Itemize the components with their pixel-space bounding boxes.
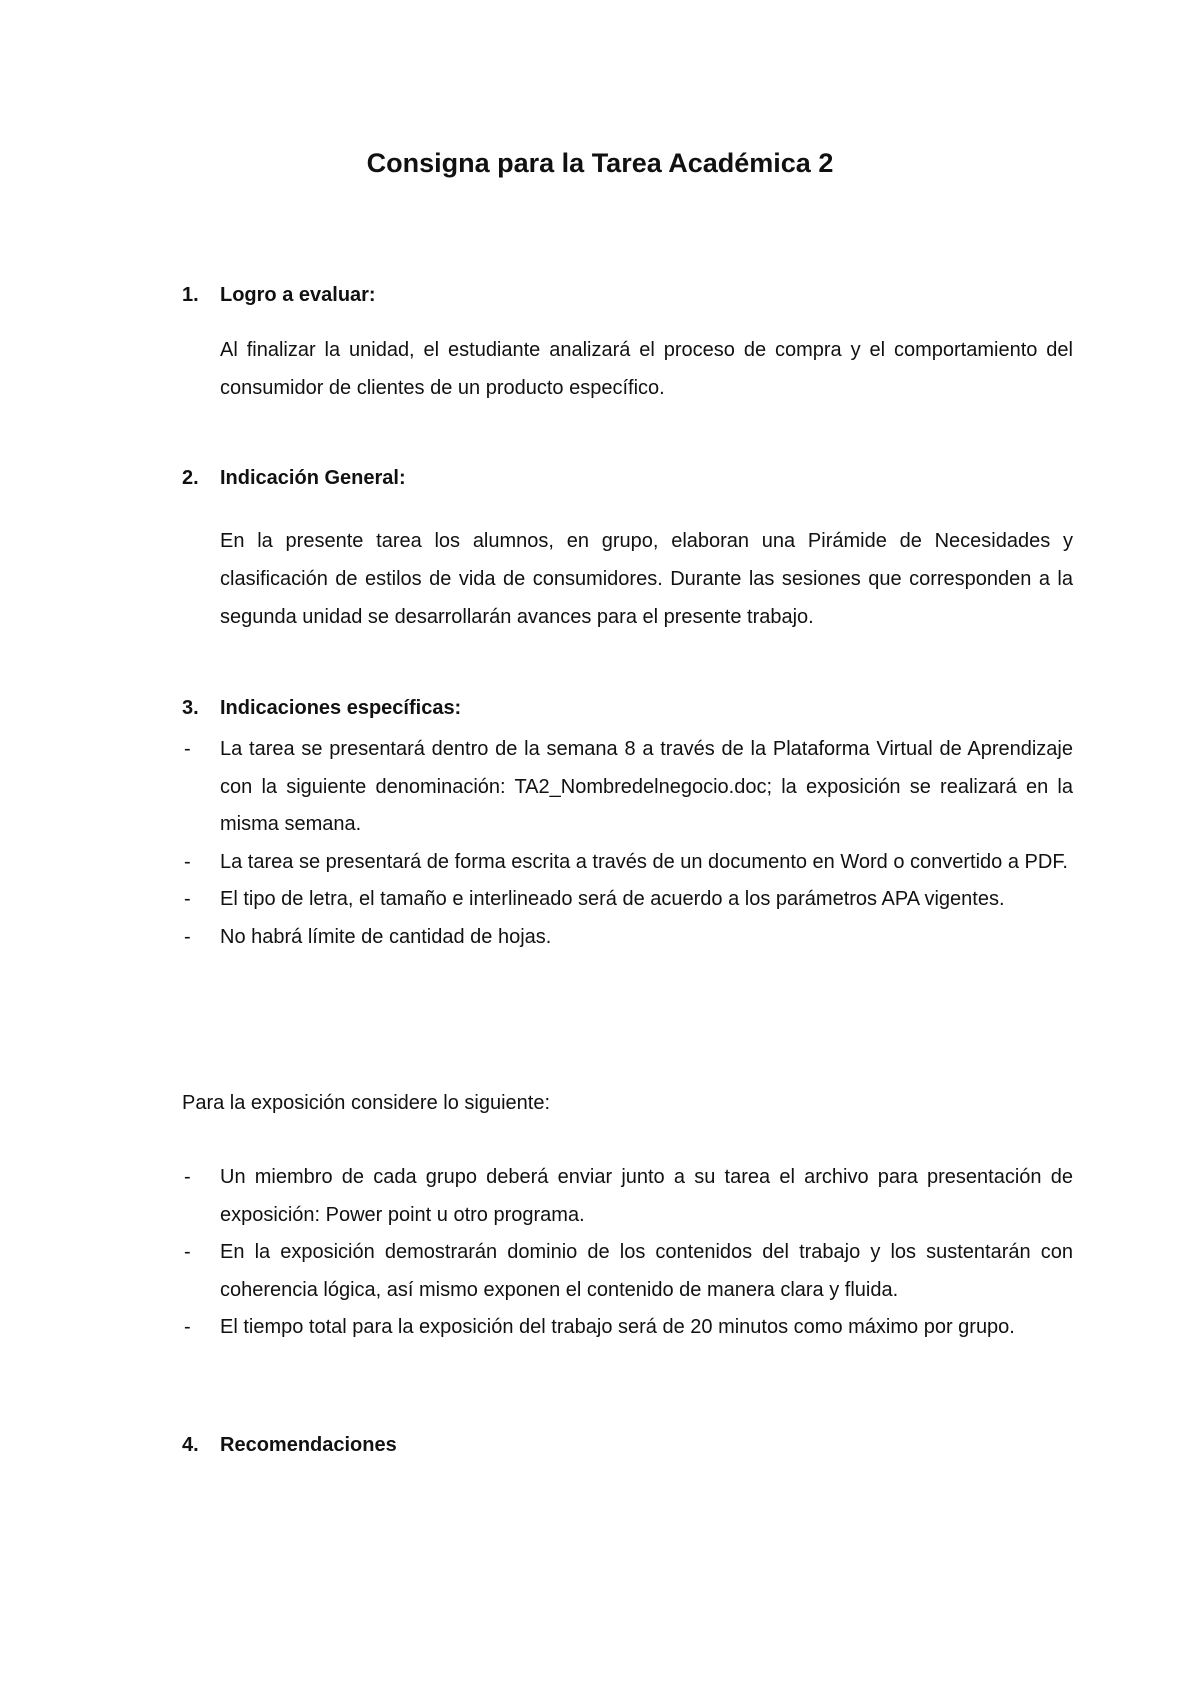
- specific-instructions-list: [182, 731, 1073, 956]
- exposition-list: [182, 1159, 1073, 1347]
- list-item: - No habrá límite de cantidad de hojas.: [182, 919, 1073, 957]
- section-number: 4.: [182, 1434, 199, 1456]
- section-number: 1.: [182, 284, 199, 306]
- document-title: Consigna para la Tarea Académica 2: [366, 148, 834, 178]
- bullet-marker: -: [184, 888, 191, 910]
- bullet-marker: -: [184, 1166, 191, 1188]
- section-number: 3.: [182, 697, 199, 719]
- section-2-heading: [182, 468, 406, 488]
- section-2-paragraph: En la presente tarea los alumnos, en grupo, elaboran una Pirámide de Necesidades y clasificación de estilos de vida de consumidores. Durante las sesiones que corresponden a la segunda unidad se desarrollarán avances para el presente trabajo.: [220, 530, 1073, 628]
- bullet-marker: -: [184, 738, 191, 760]
- section-title: Indicaciones específicas:: [220, 697, 462, 719]
- exposition-intro: Para la exposición considere lo siguiente:: [182, 1092, 550, 1114]
- section-title: Recomendaciones: [220, 1434, 397, 1456]
- section-number: 2.: [182, 467, 199, 489]
- bullet-marker: -: [184, 925, 191, 948]
- section-title: Indicación General:: [220, 467, 406, 489]
- list-item: - Un miembro de cada grupo deberá enviar junto a su tarea el archivo para presentación de exposición: Power point u otro programa.: [182, 1159, 1073, 1234]
- section-1-heading: [182, 285, 376, 305]
- list-item: - El tiempo total para la exposición del trabajo será de 20 minutos como máximo por grupo.: [182, 1309, 1073, 1347]
- list-item: - La tarea se presentará de forma escrita a través de un documento en Word o convertido a PDF.: [182, 844, 1073, 882]
- bullet-marker: -: [184, 1316, 191, 1338]
- bullet-marker: -: [184, 850, 191, 873]
- section-1-paragraph: Al finalizar la unidad, el estudiante analizará el proceso de compra y el comportamiento del consumidor de clientes de un producto específico.: [220, 339, 1073, 399]
- list-item: - En la exposición demostrarán dominio de los contenidos del trabajo y los sustentarán con coherencia lógica, así mismo exponen el contenido de manera clara y fluida.: [182, 1234, 1073, 1309]
- bullet-marker: -: [184, 1241, 191, 1263]
- section-title: Logro a evaluar:: [220, 284, 376, 306]
- section-3-heading: [182, 698, 461, 718]
- section-4-heading: [182, 1435, 397, 1455]
- list-item: - El tipo de letra, el tamaño e interlineado será de acuerdo a los parámetros APA vigentes.: [182, 881, 1073, 919]
- list-item: - La tarea se presentará dentro de la semana 8 a través de la Plataforma Virtual de Aprendizaje con la siguiente denominación: TA2_Nombredelnegocio.doc; la exposición se realizará en la misma semana.: [182, 731, 1073, 844]
